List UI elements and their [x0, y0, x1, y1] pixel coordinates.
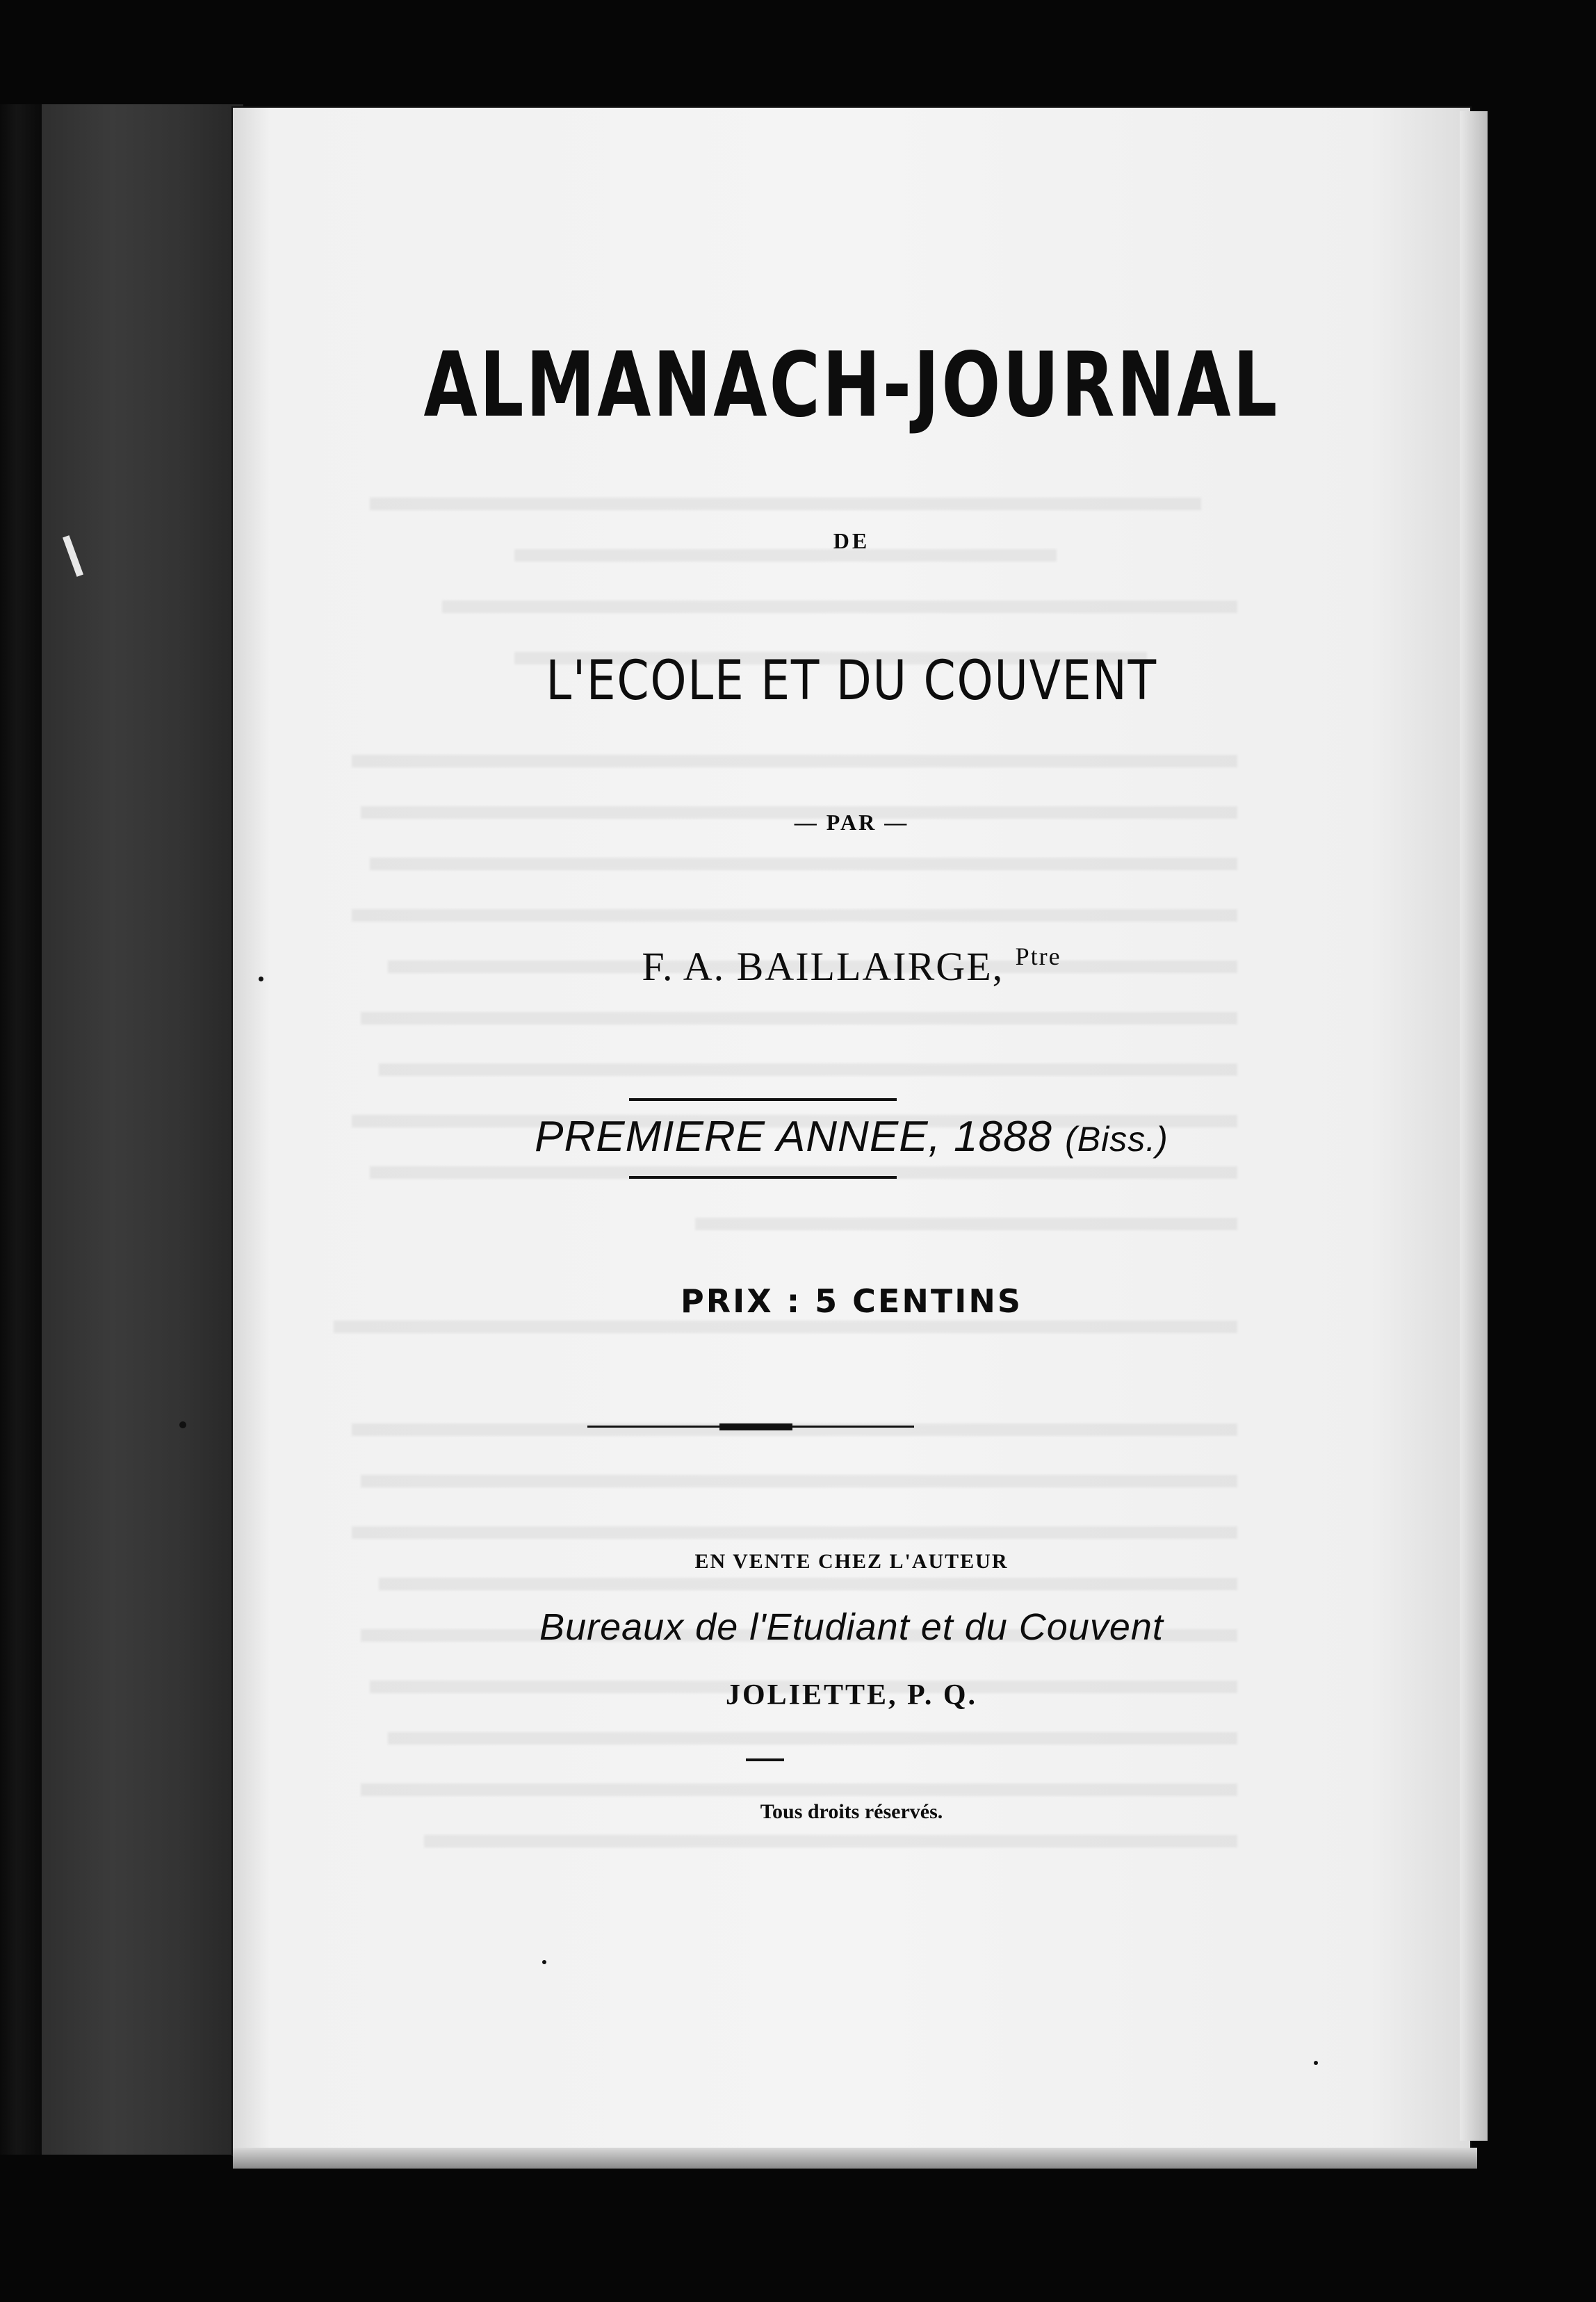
- author-title: Ptre: [1015, 942, 1061, 970]
- rights-notice: Tous droits réservés.: [760, 1800, 943, 1823]
- publisher-city: JOLIETTE, P. Q.: [725, 1679, 978, 1711]
- spine-mark: [63, 535, 83, 577]
- ornament-rule-center: [719, 1423, 792, 1430]
- year-edition: PREMIERE ANNEE, 1888: [535, 1113, 1052, 1161]
- year-line: [233, 1112, 1470, 1161]
- sale-notice: EN VENTE CHEZ L'AUTEUR: [694, 1550, 1009, 1573]
- year-suffix: (Biss.): [1065, 1120, 1168, 1159]
- page-speck: [179, 1421, 186, 1428]
- book-edge: [0, 104, 42, 2155]
- page-bottom-edge: [233, 2148, 1477, 2169]
- by-line: — PAR —: [794, 810, 909, 835]
- page-speck: [542, 1960, 546, 1964]
- page-subtitle: L'ECOLE ET DU COUVENT: [546, 650, 1157, 712]
- page-speck: [259, 977, 263, 981]
- author-line: [233, 942, 1470, 990]
- title-connector: DE: [833, 528, 870, 553]
- short-rule: [746, 1758, 784, 1761]
- year-rule-top: [629, 1098, 897, 1101]
- book-spine: [42, 104, 243, 2155]
- price-line: PRIX : 5 CENTINS: [681, 1282, 1023, 1320]
- page-title: ALMANACH-JOURNAL: [423, 334, 1280, 437]
- publisher-office: Bureaux de l'Etudiant et du Couvent: [539, 1606, 1164, 1648]
- author-name: F. A. BAILLAIRGE,: [642, 944, 1004, 989]
- page-speck: [1314, 2061, 1318, 2065]
- year-rule-bottom: [629, 1176, 897, 1179]
